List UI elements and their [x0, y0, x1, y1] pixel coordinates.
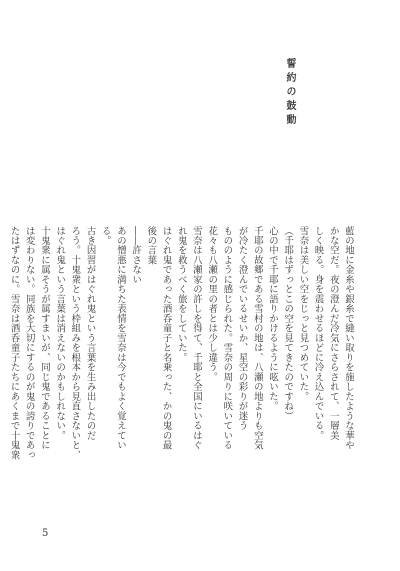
text-line: はぐれ鬼という言葉は消えないのかもしれない。 — [54, 226, 66, 441]
text-line: はぐれ鬼であった酒呑童子と名乗った、かの鬼の最 — [160, 226, 172, 451]
text-line: れ鬼を救うべく旅をしていた。 — [175, 226, 187, 363]
text-line: 藍の地に金糸や銀糸で縫い取りを施したような華や — [343, 226, 354, 451]
text-line: ――許さない — [130, 226, 142, 285]
page-number: 5 — [42, 528, 49, 539]
text-line: は変わりない。同族を大切にするのが鬼の誇りであっ — [23, 226, 35, 460]
text-line: 雪奈は美しい空をじっと見つめていた。 — [297, 226, 309, 402]
text-line: 千耶の故郷である雪村の地は、八瀬の地よりも空気 — [251, 226, 263, 451]
text-line: かな空だ。夜の澄んだ冷気にさらされて、一層美 — [327, 226, 339, 441]
text-line: （千耶はずっとこの空を見てきたのですね） — [282, 226, 294, 421]
text-line: 後の言葉 — [145, 226, 157, 265]
text-line: が冷たく澄んでいるせいか、星空の彩りが迷う — [236, 226, 248, 431]
text-line: 十鬼衆に属そうが属すまいが、同じ鬼であることに — [38, 226, 50, 451]
text-line: 古き因習がはぐれ鬼という言葉を生み出したのだ — [84, 226, 96, 441]
text-line: る。 — [99, 226, 111, 246]
text-line: 雪奈は八瀬家の許しを得て、千耶と全国にいるはぐ — [190, 226, 202, 451]
body-text — [8, 226, 356, 488]
text-line: 花々も八瀬の里の者とは少し違う。 — [206, 226, 218, 382]
text-line: もののように感じられた。雪奈の周りに咲いている — [221, 226, 233, 451]
text-line: ろう。十鬼衆という枠組みを根本から見直さないと、 — [69, 226, 81, 460]
text-line: 心の中で千耶に語りかけるように呟いた。 — [266, 226, 278, 412]
text-line: たはずなのに。雪奈は酒呑童子たちにあくまで十鬼衆 — [8, 226, 20, 460]
text-line: あの憎悪に満ちた表情を雪奈は今でもよく覚えてい — [114, 226, 126, 451]
chapter-title: 誓約の鼓動 — [284, 58, 295, 128]
text-line: しく映る。身を震わせるほどに冷え込んでいる。 — [312, 226, 324, 441]
